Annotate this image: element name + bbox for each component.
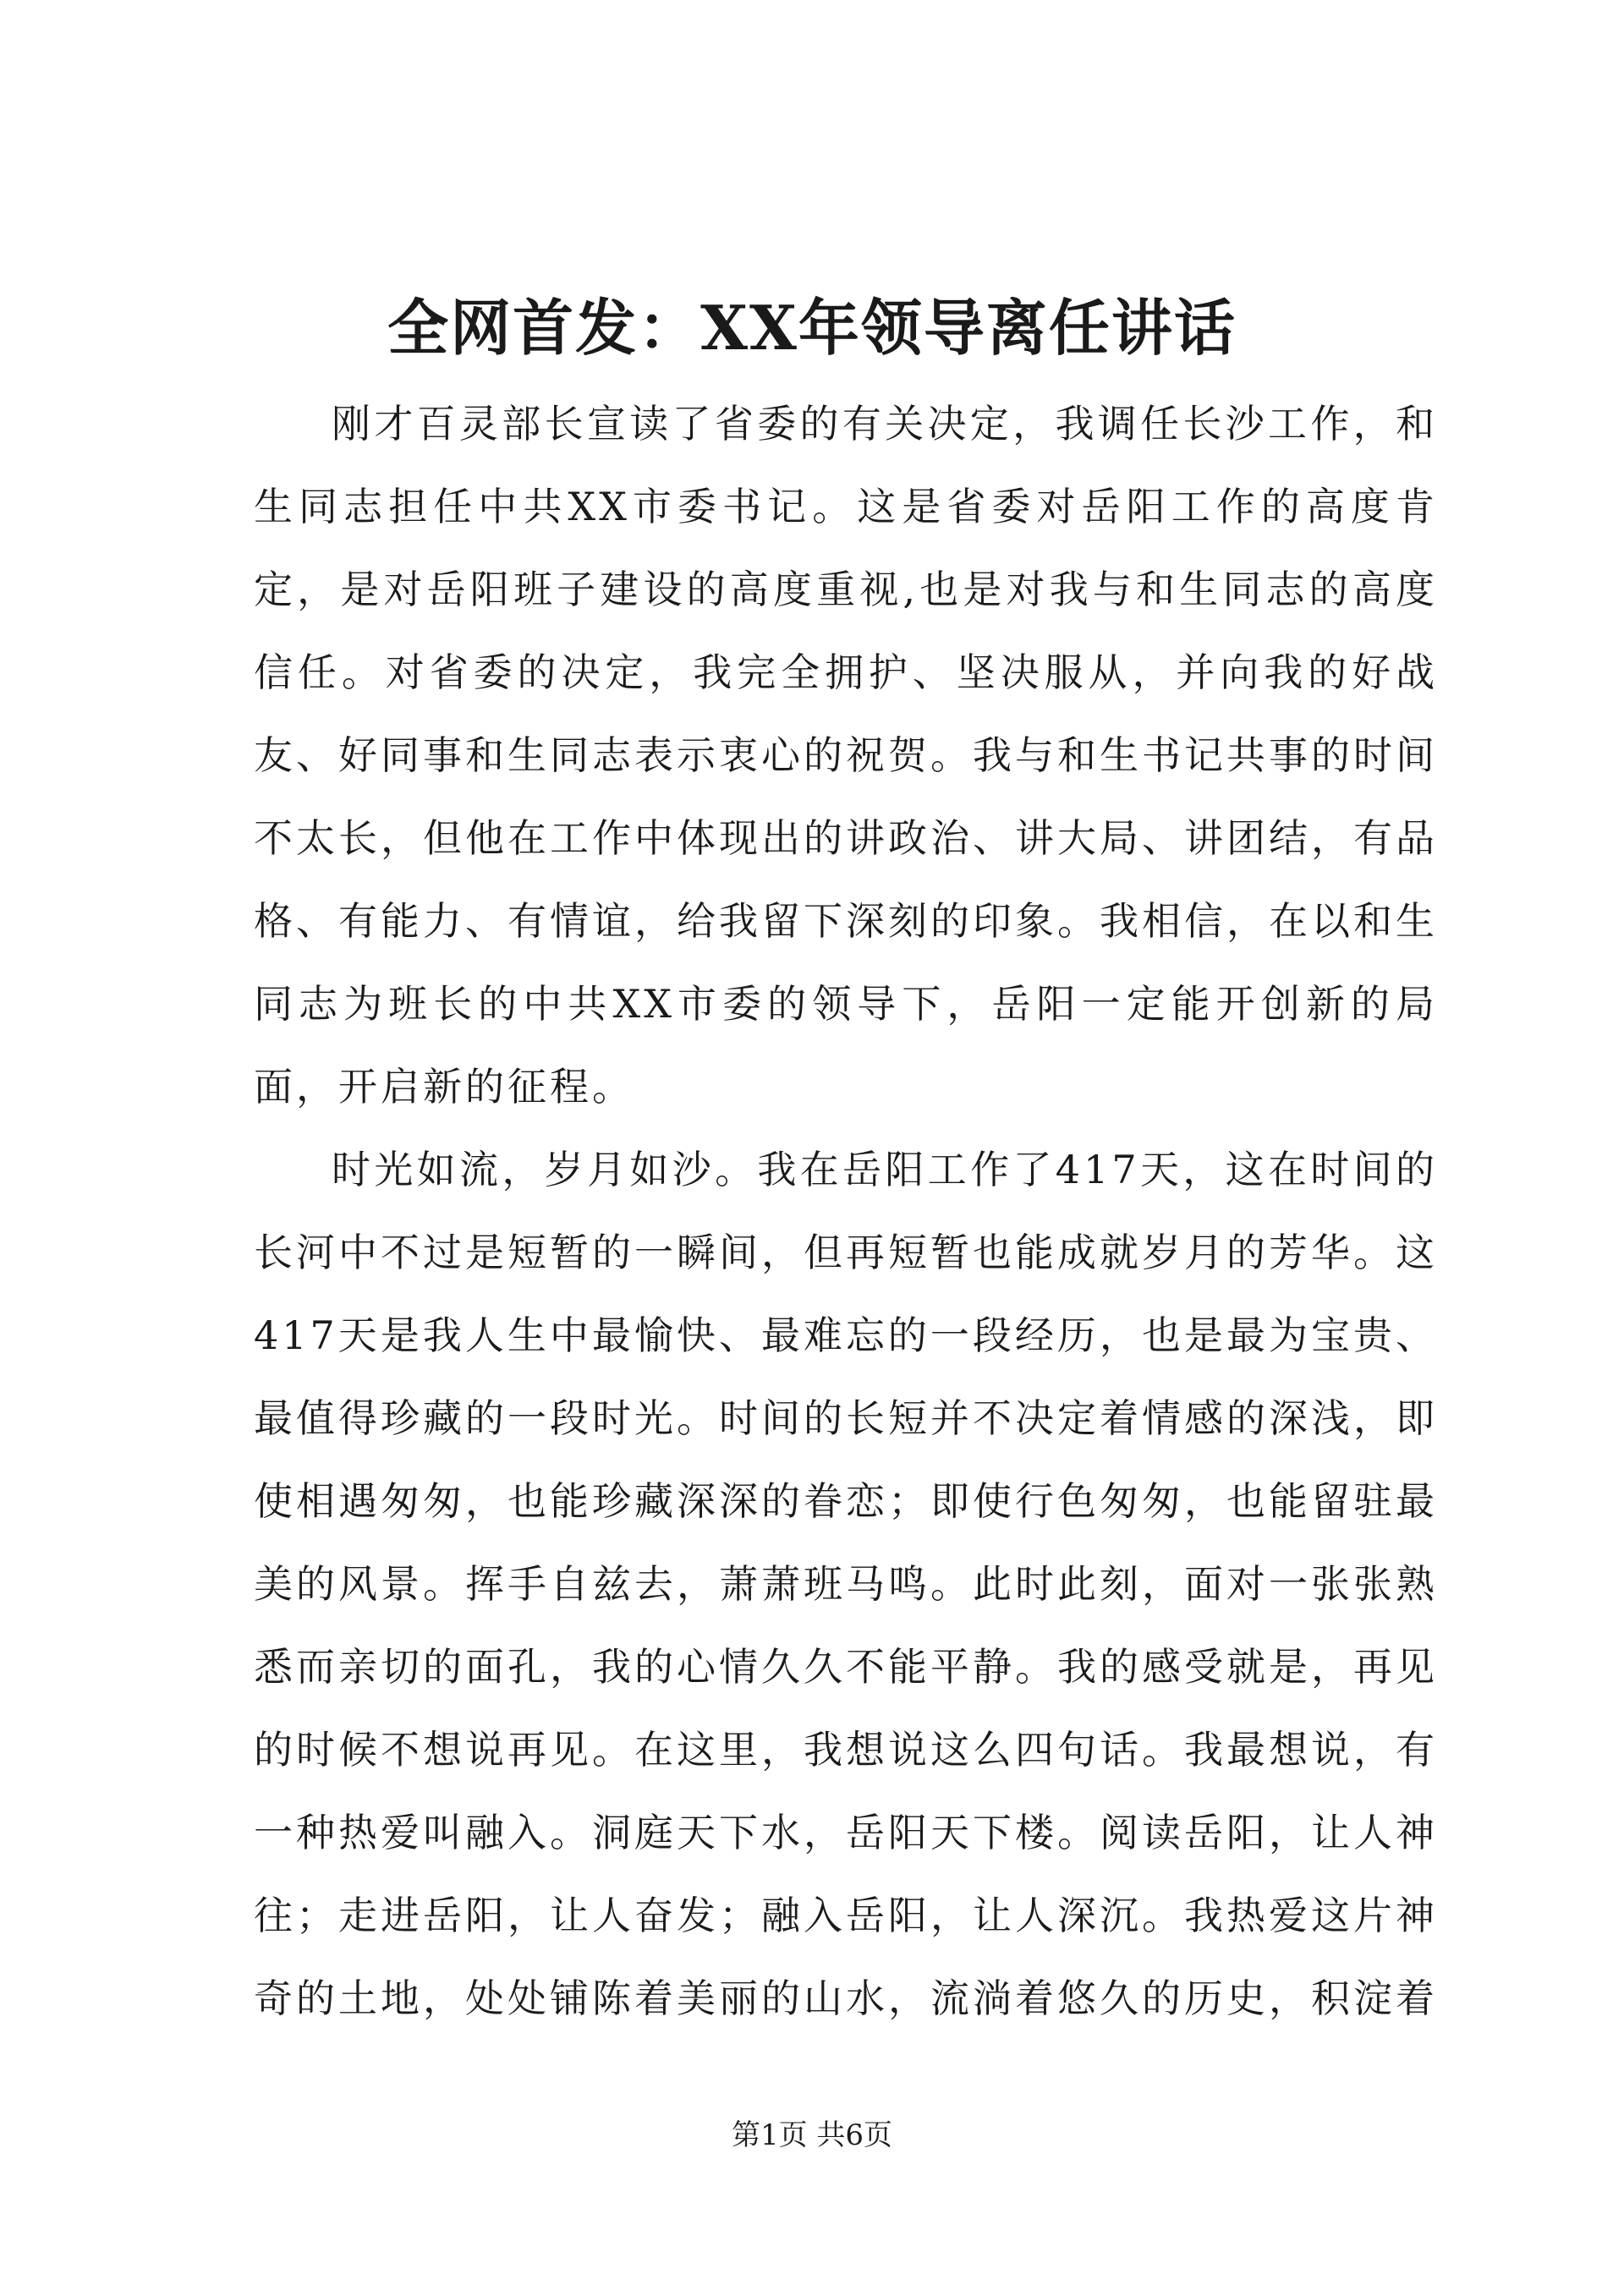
paragraph-2: 时光如流，岁月如沙。我在岳阳工作了417天，这在时间的长河中不过是短暂的一瞬间，但再短暂也能成就岁月的芳华。这417天是我人生中最愉快、最难忘的一段经历，也是最为宝贵、最值得珍藏的一段时光。时间的长短并不决定着情感的深浅，即使相遇匆匆，也能珍藏深深的眷恋；即使行色匆匆，也能留驻最美的风景。挥手自兹去，萧萧班马鸣。此时此刻，面对一张张熟悉而亲切的面孔，我的心情久久不能平静。我的感受就是，再见的时候不想说再见。在这里，我想说这么四句话。我最想说，有一种热爱叫融入。洞庭天下水，岳阳天下楼。阅读岳阳，让人神往；走进岳阳，让人奋发；融入岳阳，让人深沉。我热爱这片神奇的土地，处处铺陈着美丽的山水，流淌着悠久的历史，积淀着 <box>254 1147 1438 2021</box>
paragraph-1: 刚才百灵部长宣读了省委的有关决定，我调任长沙工作，和生同志担任中共XX市委书记。这是省委对岳阳工作的高度肯定，是对岳阳班子建设的高度重视,也是对我与和生同志的高度信任。对省委的决定，我完全拥护、坚决服从，并向我的好战友、好同事和生同志表示衷心的祝贺。我与和生书记共事的时间不太长，但他在工作中体现出的讲政治、讲大局、讲团结，有品格、有能力、有情谊，给我留下深刻的印象。我相信，在以和生同志为班长的中共XX市委的领导下，岳阳一定能开创新的局面，开启新的征程。 <box>254 401 1438 1110</box>
document-body <box>254 382 1438 2040</box>
page-footer: 第1页 共6页 <box>731 2118 893 2152</box>
document-title: 全网首发：XX年领导离任讲话 <box>387 292 1237 364</box>
